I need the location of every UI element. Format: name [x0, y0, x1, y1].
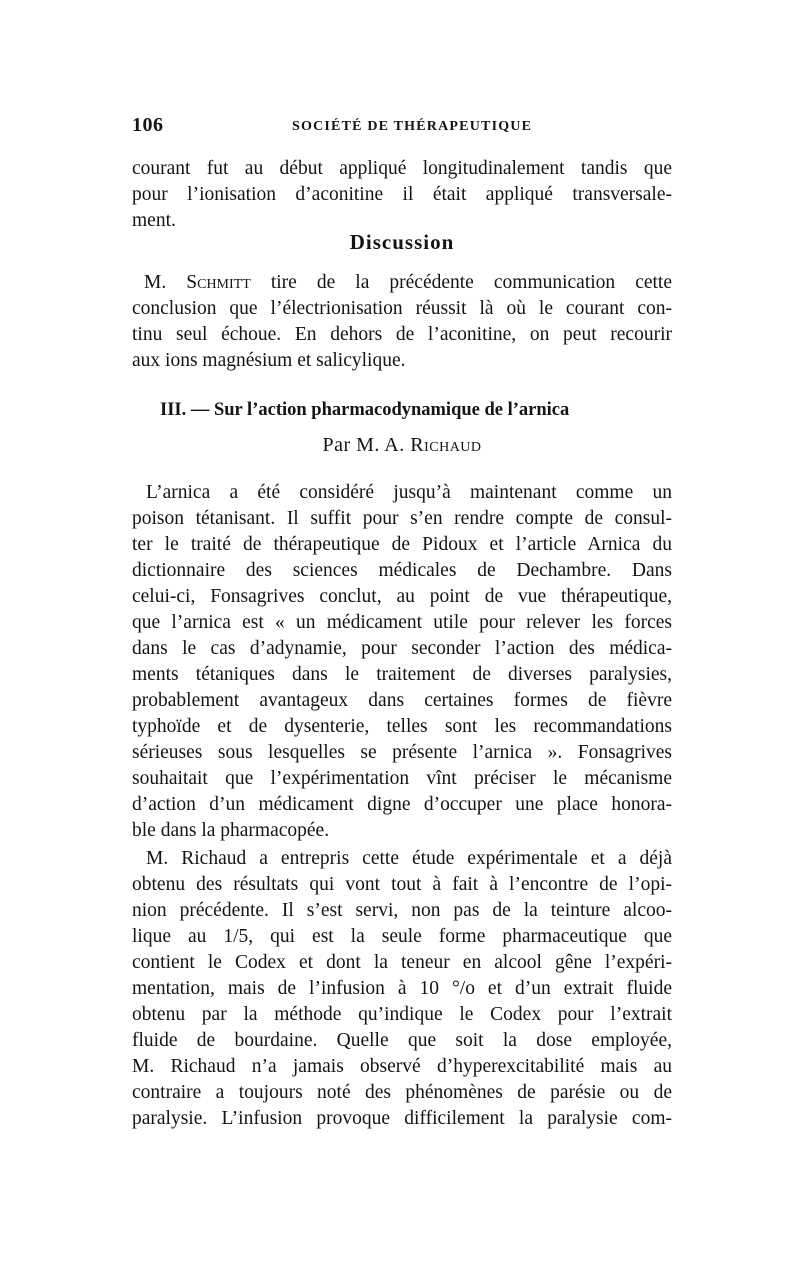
text-line: dictionnaire des sciences médicales de Dechambre. Dans — [132, 560, 672, 581]
text-line: M. Richaud a entrepris cette étude expérimentale et a déjà — [146, 848, 672, 869]
text-line: mentation, mais de l’infusion à 10 °/o et d’un extrait fluide — [132, 978, 672, 999]
running-head — [132, 112, 678, 142]
text-line: ble dans la pharmacopée. — [132, 820, 330, 841]
line-rest: tire de la précédente communication cette — [270, 272, 673, 293]
text-line: typhoïde et de dysenterie, telles sont les recommandations — [132, 716, 672, 737]
journal-title: SOCIÉTÉ DE THÉRAPEUTIQUE — [292, 119, 533, 134]
text-line: paralysie. L’infusion provoque difficilement la paralysie com- — [132, 1108, 672, 1129]
text-line: ment. — [132, 210, 176, 231]
text-line: contraire a toujours noté des phénomènes de parésie ou de — [132, 1082, 672, 1103]
text-line: M. Richaud n’a jamais observé d’hyperexcitabilité mais au — [132, 1056, 672, 1077]
text-line: ter le traité de thérapeutique de Pidoux et l’article Arnica du — [132, 534, 672, 555]
byline — [132, 432, 672, 458]
section-heading: Discussion — [349, 230, 455, 254]
text-line: probablement avantageux dans certaines formes de fièvre — [132, 690, 672, 711]
author-name: Richaud — [410, 434, 482, 456]
text-line: nion précédente. Il s’est servi, non pas de la teinture alcoo- — [132, 900, 672, 921]
text-line: L’arnica a été considéré jusqu’à maintenant comme un — [146, 482, 672, 503]
speaker-name: Schmitt — [186, 272, 251, 293]
page-number: 106 — [132, 114, 164, 136]
text-line: obtenu des résultats qui vont tout à fait à l’encontre de l’opi- — [132, 874, 672, 895]
text-line: tinu seul échoue. En dehors de l’aconitine, on peut recourir — [132, 324, 672, 345]
text-line: aux ions magnésium et salicylique. — [132, 350, 406, 371]
text-line: ments tétaniques dans le traitement de diverses paralysies, — [132, 664, 672, 685]
text-line: pour l’ionisation d’aconitine il était appliqué transversale- — [132, 184, 672, 205]
text-line: courant fut au début appliqué longitudinalement tandis que — [132, 158, 672, 179]
text-line: que l’arnica est « un médicament utile pour relever les forces — [132, 612, 672, 633]
article-title: III. — Sur l’action pharmacodynamique de l’arnica — [160, 400, 570, 420]
text-line: dans le cas d’adynamie, pour seconder l’action des médica- — [132, 638, 672, 659]
text-line — [132, 270, 672, 296]
text-line: obtenu par la méthode qu’indique le Codex pour l’extrait — [132, 1004, 672, 1025]
text-line: celui-ci, Fonsagrives conclut, au point de vue thérapeutique, — [132, 586, 672, 607]
text-line: conclusion que l’électrionisation réussit là où le courant con- — [132, 298, 672, 319]
text-line: lique au 1/5, qui est la seule forme pharmaceutique que — [132, 926, 672, 947]
text-line: fluide de bourdaine. Quelle que soit la dose employée, — [132, 1030, 672, 1051]
text-line: sérieuses sous lesquelles se présente l’arnica ». Fonsagrives — [132, 742, 672, 763]
speaker-title: M. — [144, 272, 167, 293]
text-line: d’action d’un médicament digne d’occuper une place honora- — [132, 794, 672, 815]
text-line: contient le Codex et dont la teneur en alcool gêne l’expéri- — [132, 952, 672, 973]
text-line: souhaitait que l’expérimentation vînt préciser le mécanisme — [132, 768, 672, 789]
text-line: poison tétanisant. Il suffit pour s’en rendre compte de consul- — [132, 508, 672, 529]
byline-prefix: Par M. A. — [322, 434, 405, 456]
